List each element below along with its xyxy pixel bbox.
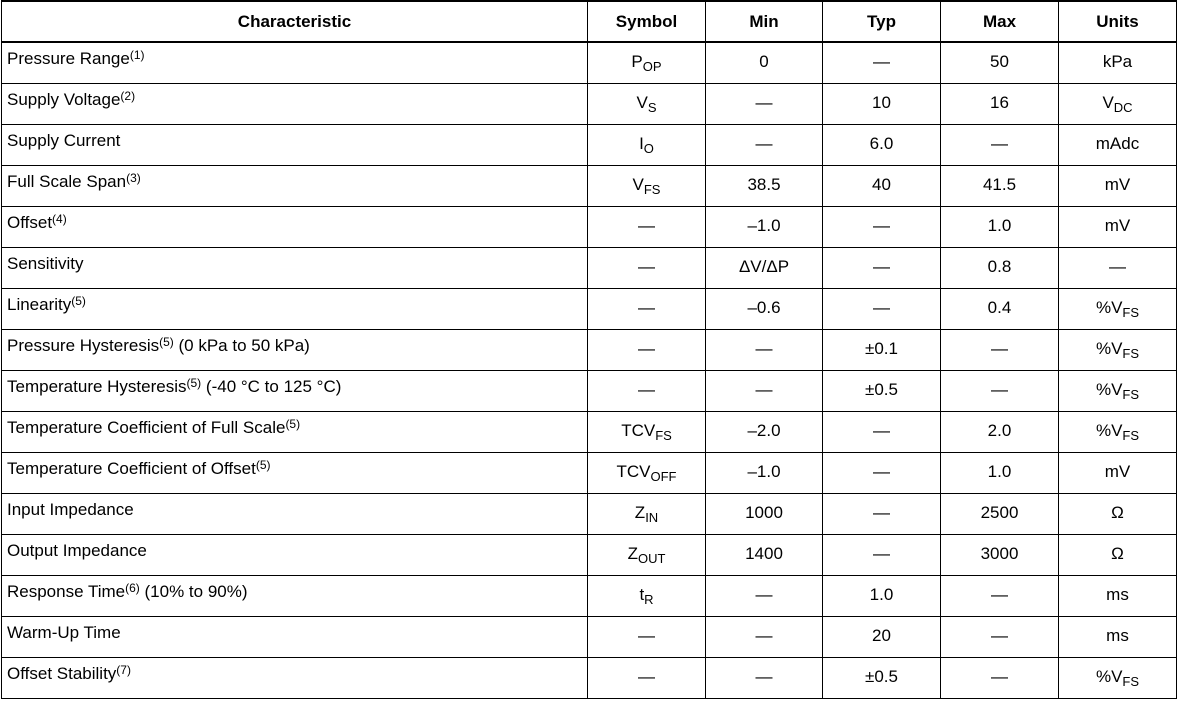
characteristic-name: Offset [7, 213, 53, 232]
min-cell: — [706, 84, 823, 125]
symbol-cell [588, 617, 706, 658]
max-cell: 0.8 [941, 248, 1059, 289]
symbol-cell [588, 494, 706, 535]
units-cell [1059, 576, 1177, 617]
characteristic-name: Output Impedance [7, 541, 147, 560]
symbol-text: I [639, 134, 644, 153]
units-cell [1059, 289, 1177, 330]
unit-text: mV [1104, 175, 1131, 194]
units-cell [1059, 42, 1177, 84]
max-cell: — [941, 576, 1059, 617]
typ-cell: — [823, 42, 941, 84]
min-cell: — [706, 330, 823, 371]
max-cell: 2500 [941, 494, 1059, 535]
table-row [2, 617, 1177, 658]
typ-cell: ±0.5 [823, 371, 941, 412]
max-cell: — [941, 125, 1059, 166]
typ-cell: — [823, 494, 941, 535]
symbol-cell [588, 125, 706, 166]
table-row [2, 42, 1177, 84]
symbol-cell [588, 289, 706, 330]
symbol-text: V [636, 93, 648, 112]
typ-cell: — [823, 453, 941, 494]
units-cell [1059, 125, 1177, 166]
table-row [2, 371, 1177, 412]
characteristic-cell [2, 125, 588, 166]
characteristic-name: Linearity [7, 295, 72, 314]
footnote-ref: (5) [285, 417, 301, 431]
footnote-ref: (5) [186, 376, 202, 390]
characteristic-condition: (-40 °C to 125 °C) [201, 377, 342, 396]
characteristic-cell [2, 248, 588, 289]
unit-text: Ω [1111, 503, 1124, 522]
characteristic-cell [2, 453, 588, 494]
characteristic-condition: (0 kPa to 50 kPa) [173, 336, 310, 355]
unit-text: %V [1095, 380, 1123, 399]
typ-cell: — [823, 412, 941, 453]
unit-text: %V [1095, 339, 1123, 358]
symbol-cell [588, 535, 706, 576]
symbol-text: — [638, 298, 655, 317]
characteristic-cell [2, 330, 588, 371]
min-cell: — [706, 576, 823, 617]
table-row [2, 289, 1177, 330]
symbol-cell [588, 576, 706, 617]
table-body [2, 42, 1177, 699]
characteristic-cell [2, 412, 588, 453]
unit-text: V [1102, 93, 1114, 112]
min-cell: 38.5 [706, 166, 823, 207]
units-cell [1059, 330, 1177, 371]
unit-subscript: FS [1122, 387, 1140, 402]
unit-text: Ω [1111, 544, 1124, 563]
symbol-text: Z [627, 544, 638, 563]
units-cell [1059, 494, 1177, 535]
characteristic-name: Full Scale Span [7, 172, 127, 191]
max-cell: 2.0 [941, 412, 1059, 453]
characteristic-name: Supply Current [7, 131, 121, 150]
symbol-cell [588, 412, 706, 453]
units-cell [1059, 207, 1177, 248]
symbol-subscript: O [643, 141, 654, 156]
min-cell: ΔV/ΔP [706, 248, 823, 289]
characteristic-cell [2, 166, 588, 207]
characteristic-name: Sensitivity [7, 254, 84, 273]
min-cell: — [706, 617, 823, 658]
characteristic-cell [2, 207, 588, 248]
typ-cell: — [823, 289, 941, 330]
characteristic-cell [2, 658, 588, 699]
unit-subscript: FS [1122, 428, 1140, 443]
unit-subscript: FS [1122, 305, 1140, 320]
table-row [2, 330, 1177, 371]
max-cell: 1.0 [941, 453, 1059, 494]
table-row [2, 166, 1177, 207]
units-cell [1059, 658, 1177, 699]
header-min: Min [706, 1, 823, 42]
header-row [2, 1, 1177, 42]
table-row [2, 207, 1177, 248]
units-cell [1059, 535, 1177, 576]
symbol-subscript: OUT [637, 551, 666, 566]
min-cell: –1.0 [706, 207, 823, 248]
typ-cell: — [823, 535, 941, 576]
typ-cell: 6.0 [823, 125, 941, 166]
symbol-text: — [638, 380, 655, 399]
characteristic-name: Temperature Coefficient of Offset [7, 459, 256, 478]
unit-text: %V [1095, 421, 1123, 440]
table-row [2, 125, 1177, 166]
characteristic-name: Pressure Range [7, 49, 130, 68]
typ-cell: 10 [823, 84, 941, 125]
symbol-subscript: OFF [650, 469, 677, 484]
characteristic-name: Warm-Up Time [7, 623, 121, 642]
min-cell: –0.6 [706, 289, 823, 330]
symbol-text: t [639, 585, 645, 604]
symbol-cell [588, 248, 706, 289]
characteristics-table [1, 0, 1177, 699]
characteristic-name: Pressure Hysteresis [7, 336, 160, 355]
footnote-ref: (6) [125, 581, 140, 595]
table-row [2, 535, 1177, 576]
characteristic-cell [2, 289, 588, 330]
footnote-ref: (3) [126, 171, 141, 185]
typ-cell: — [823, 207, 941, 248]
min-cell: 1000 [706, 494, 823, 535]
unit-text: %V [1095, 298, 1123, 317]
characteristic-cell [2, 42, 588, 84]
typ-cell: 40 [823, 166, 941, 207]
table-row [2, 453, 1177, 494]
max-cell: 3000 [941, 535, 1059, 576]
symbol-subscript: FS [655, 428, 672, 443]
symbol-cell [588, 330, 706, 371]
characteristic-condition: (10% to 90%) [139, 582, 248, 601]
unit-text: — [1109, 257, 1126, 276]
footnote-ref: (1) [129, 48, 145, 62]
symbol-text: TCV [621, 421, 656, 440]
symbol-text: — [638, 216, 655, 235]
header-characteristic: Characteristic [2, 1, 588, 42]
header-typ: Typ [823, 1, 941, 42]
footnote-ref: (5) [159, 335, 174, 349]
symbol-cell [588, 166, 706, 207]
characteristic-cell [2, 617, 588, 658]
table-row [2, 84, 1177, 125]
characteristic-name: Supply Voltage [7, 90, 121, 109]
characteristic-cell [2, 371, 588, 412]
characteristic-name: Offset Stability [7, 664, 117, 683]
characteristic-cell [2, 494, 588, 535]
typ-cell: 20 [823, 617, 941, 658]
characteristic-cell [2, 535, 588, 576]
unit-subscript: FS [1122, 674, 1140, 689]
unit-text: %V [1095, 667, 1123, 686]
max-cell: 16 [941, 84, 1059, 125]
symbol-text: — [638, 626, 655, 645]
unit-text: kPa [1102, 52, 1133, 71]
characteristic-name: Response Time [7, 582, 126, 601]
unit-text: mV [1104, 462, 1131, 481]
symbol-cell [588, 207, 706, 248]
footnote-ref: (5) [255, 458, 271, 472]
header-units: Units [1059, 1, 1177, 42]
min-cell: — [706, 125, 823, 166]
max-cell: 41.5 [941, 166, 1059, 207]
units-cell [1059, 453, 1177, 494]
header-max: Max [941, 1, 1059, 42]
symbol-text: Z [634, 503, 646, 522]
max-cell: 0.4 [941, 289, 1059, 330]
footnote-ref: (5) [71, 294, 86, 308]
symbol-subscript: FS [643, 182, 661, 197]
symbol-text: — [638, 339, 655, 358]
max-cell: — [941, 658, 1059, 699]
symbol-subscript: R [644, 592, 654, 607]
characteristic-name: Input Impedance [7, 500, 134, 519]
unit-text: ms [1106, 585, 1129, 604]
footnote-ref: (4) [52, 212, 67, 226]
min-cell: –1.0 [706, 453, 823, 494]
symbol-subscript: S [647, 100, 657, 115]
min-cell: 1400 [706, 535, 823, 576]
table-header [2, 1, 1177, 42]
units-cell [1059, 84, 1177, 125]
units-cell [1059, 371, 1177, 412]
symbol-cell [588, 371, 706, 412]
typ-cell: 1.0 [823, 576, 941, 617]
footnote-ref: (7) [116, 663, 131, 677]
symbol-cell [588, 42, 706, 84]
footnote-ref: (2) [120, 89, 136, 103]
unit-subscript: DC [1113, 100, 1133, 115]
unit-text: mV [1104, 216, 1131, 235]
max-cell: — [941, 371, 1059, 412]
symbol-subscript: IN [645, 510, 659, 525]
symbol-text: — [638, 257, 655, 276]
header-symbol: Symbol [588, 1, 706, 42]
characteristic-name: Temperature Coefficient of Full Scale [7, 418, 286, 437]
characteristic-cell [2, 576, 588, 617]
max-cell: — [941, 330, 1059, 371]
typ-cell: ±0.1 [823, 330, 941, 371]
units-cell [1059, 617, 1177, 658]
symbol-cell [588, 84, 706, 125]
table-row [2, 412, 1177, 453]
table-row [2, 494, 1177, 535]
units-cell [1059, 412, 1177, 453]
symbol-cell [588, 658, 706, 699]
characteristic-cell [2, 84, 588, 125]
symbol-text: P [631, 52, 643, 71]
units-cell [1059, 248, 1177, 289]
max-cell: 1.0 [941, 207, 1059, 248]
unit-text: mAdc [1095, 134, 1140, 153]
max-cell: 50 [941, 42, 1059, 84]
symbol-cell [588, 453, 706, 494]
characteristic-name: Temperature Hysteresis [7, 377, 187, 396]
min-cell: 0 [706, 42, 823, 84]
symbol-text: — [638, 667, 655, 686]
unit-text: ms [1106, 626, 1129, 645]
units-cell [1059, 166, 1177, 207]
max-cell: — [941, 617, 1059, 658]
typ-cell: ±0.5 [823, 658, 941, 699]
symbol-subscript: OP [642, 59, 662, 74]
unit-subscript: FS [1122, 346, 1140, 361]
min-cell: –2.0 [706, 412, 823, 453]
symbol-text: TCV [616, 462, 651, 481]
typ-cell: — [823, 248, 941, 289]
min-cell: — [706, 371, 823, 412]
symbol-text: V [632, 175, 644, 194]
min-cell: — [706, 658, 823, 699]
table-row [2, 576, 1177, 617]
table-row [2, 658, 1177, 699]
table-row [2, 248, 1177, 289]
